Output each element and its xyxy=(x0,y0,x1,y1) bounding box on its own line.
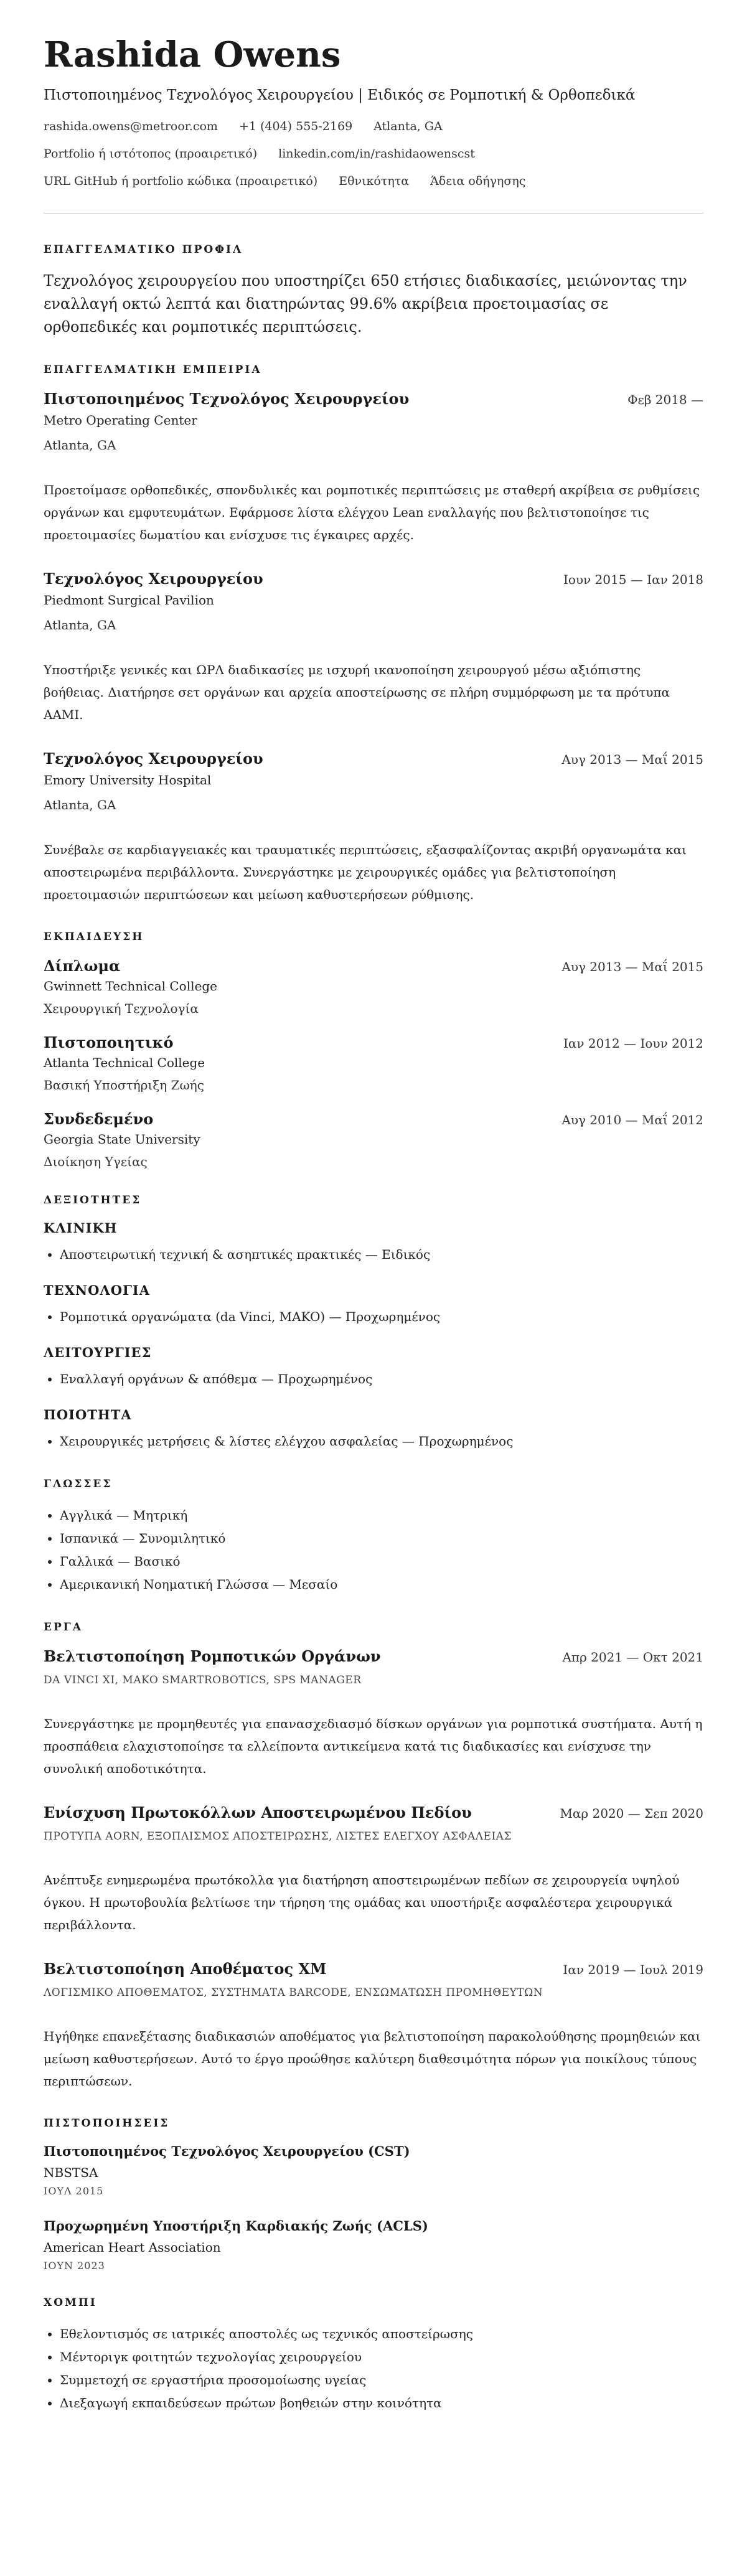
education-date: Αυγ 2013 — Μαΐ 2015 xyxy=(561,959,703,975)
project-entry xyxy=(44,1647,703,1780)
linkedin-link[interactable]: linkedin.com/in/rashidaowenscst xyxy=(278,146,475,161)
certification-entry xyxy=(44,2218,703,2272)
job-title: Πιστοποιημένος Τεχνολόγος Χειρουργείου xyxy=(44,390,410,408)
section-title: ΕΚΠΑΙΔΕΥΣΗ xyxy=(44,931,144,944)
portfolio-link[interactable]: Portfolio ή ιστότοπος (προαιρετικό) xyxy=(44,146,258,161)
hobby-item: • Εθελοντισμός σε ιατρικές αποστολές ως τεχνικός αποστείρωσης xyxy=(60,2323,703,2346)
certification-name: Πιστοποιημένος Τεχνολόγος Χειρουργείου (CST) xyxy=(44,2143,410,2160)
degree: Δίπλωμα xyxy=(44,957,121,975)
project-description: Συνεργάστηκε με προμηθευτές για επανασχεδιασμό δίσκων οργάνων για ρομποτικά συστήματα. Αυτή η προσπάθεια ελαχιστοποίησε τα ελλείποντα αντικείμενα κατά τις διαδικασίες και ενίσχυσε την συνολική αποδοτικότητα. xyxy=(44,1716,703,1777)
skill-item: • Αποστειρωτική τεχνική & ασηπτικές πρακτικές — Ειδικός xyxy=(60,1243,703,1266)
skill-list xyxy=(44,1430,703,1453)
skill-list xyxy=(44,1368,703,1391)
candidate-name: Rashida Owens xyxy=(44,34,341,75)
experience-section xyxy=(44,364,703,906)
certification-date: ΙΟΥΝ 2023 xyxy=(44,2260,105,2272)
employer: Piedmont Surgical Pavilion xyxy=(44,593,214,608)
job-location: Atlanta, GA xyxy=(44,797,116,813)
skill-category: ΤΕΧΝΟΛΟΓΙΑ xyxy=(44,1282,151,1299)
school: Gwinnett Technical College xyxy=(44,979,217,994)
job-date: Αυγ 2013 — Μαΐ 2015 xyxy=(561,752,703,768)
project-tech: DA VINCI XI, MAKO SMARTROBOTICS, SPS MANAGER xyxy=(44,1674,362,1687)
field-of-study: Βασική Υποστήριξη Ζωής xyxy=(44,1078,204,1093)
job-title: Τεχνολόγος Χειρουργείου xyxy=(44,750,263,768)
section-title: ΕΡΓΑ xyxy=(44,1621,83,1634)
job-location: Atlanta, GA xyxy=(44,438,116,453)
section-title: ΕΠΑΓΓΕΛΜΑΤΙΚΗ ΕΜΠΕΙΡΙΑ xyxy=(44,364,262,377)
job-date: Ιουν 2015 — Ιαν 2018 xyxy=(563,572,703,588)
degree: Πιστοποιητικό xyxy=(44,1033,174,1052)
projects-section xyxy=(44,1621,703,2092)
project-description: Ανέπτυξε ενημερωμένα πρωτόκολλα για διατήρηση αποστειρωμένων πεδίων σε χειρουργεία υψηλού όγκου. Η πρωτοβουλία βελτίωσε την τήρηση της ομάδας και υποστήριξε ασφαλέστερα χειρουργικά περιβάλλοντα. xyxy=(44,1873,680,1933)
language-list xyxy=(44,1504,703,1596)
job-description: Υποστήριξε γενικές και ΩΡΛ διαδικασίες με ισχυρή ικανοποίηση χειρουργού μέσω αξιόπιστης βοήθειας. Διατήρησε σετ οργάνων και αρχεία αποστείρωσης σε πλήρη συμμόρφωση με τα πρότυπα AAMI. xyxy=(44,662,670,723)
project-tech: ΛΟΓΙΣΜΙΚΟ ΑΠΟΘΕΜΑΤΟΣ, ΣΥΣΤΗΜΑΤΑ BARCODE, ΕΝΣΩΜΑΤΩΣΗ ΠΡΟΜΗΘΕΥΤΩΝ xyxy=(44,1986,543,2000)
project-entry xyxy=(44,1803,703,1936)
certification-issuer: American Heart Association xyxy=(44,2240,221,2255)
language-item: • Αγγλικά — Μητρική xyxy=(60,1504,703,1527)
skill-list xyxy=(44,1243,703,1266)
certification-issuer: NBSTSA xyxy=(44,2165,98,2181)
experience-entry xyxy=(44,750,703,906)
project-name: Βελτιστοποίηση Αποθέματος ΧΜ xyxy=(44,1960,327,1978)
project-date: Ιαν 2019 — Ιουλ 2019 xyxy=(563,1962,703,1978)
education-entry xyxy=(44,1033,703,1093)
contact-row xyxy=(44,147,703,161)
header-divider xyxy=(44,213,703,214)
skill-item: • Χειρουργικές μετρήσεις & λίστες ελέγχου ασφαλείας — Προχωρημένος xyxy=(60,1430,703,1453)
skill-category: ΚΛΙΝΙΚΗ xyxy=(44,1220,118,1236)
summary-section xyxy=(44,243,703,339)
contact-row xyxy=(44,174,703,188)
driving-license-text: Άδεια οδήγησης xyxy=(430,174,526,188)
location-text: Atlanta, GA xyxy=(374,119,443,133)
contact-row xyxy=(44,120,703,133)
skills-section xyxy=(44,1194,703,1453)
job-date: Φεβ 2018 — xyxy=(627,392,703,408)
employer: Metro Operating Center xyxy=(44,413,197,428)
section-title: ΔΕΞΙΟΤΗΤΕΣ xyxy=(44,1194,142,1207)
section-title: ΠΙΣΤΟΠΟΙΗΣΕΙΣ xyxy=(44,2117,170,2130)
school: Atlanta Technical College xyxy=(44,1055,205,1071)
hobbies-section xyxy=(44,2296,703,2415)
project-entry xyxy=(44,1960,703,2092)
job-title: Τεχνολόγος Χειρουργείου xyxy=(44,570,263,588)
hobby-list xyxy=(44,2323,703,2415)
field-of-study: Διοίκηση Υγείας xyxy=(44,1154,148,1170)
certifications-section xyxy=(44,2117,703,2272)
education-date: Αυγ 2010 — Μαΐ 2012 xyxy=(561,1112,703,1128)
education-section xyxy=(44,931,703,1169)
skill-list xyxy=(44,1305,703,1328)
job-description: Προετοίμασε ορθοπεδικές, σπονδυλικές και ρομποτικές περιπτώσεις με σταθερή ακρίβεια σε ρυθμίσεις οργάνων και εμφυτευμάτων. Εφάρμοσε λίστα ελέγχου Lean εναλλαγής που βελτιστοποίησε τις προετοιμασίες δωματίου και ενίσχυσε τις έγκαιρες αρχές. xyxy=(44,482,700,543)
hobby-item: • Συμμετοχή σε εργαστήρια προσομοίωσης υγείας xyxy=(60,2369,703,2392)
headline: Πιστοποιημένος Τεχνολόγος Χειρουργείου | Ειδικός σε Ρομποτική & Ορθοπεδικά xyxy=(44,87,636,103)
experience-entry xyxy=(44,390,703,546)
section-title: ΧΟΜΠΙ xyxy=(44,2296,97,2310)
project-name: Βελτιστοποίηση Ρομποτικών Οργάνων xyxy=(44,1647,381,1666)
employer: Emory University Hospital xyxy=(44,773,212,788)
section-title: ΓΛΩΣΣΕΣ xyxy=(44,1478,113,1491)
skill-item: • Εναλλαγή οργάνων & απόθεμα — Προχωρημένος xyxy=(60,1368,703,1391)
certification-date: ΙΟΥΛ 2015 xyxy=(44,2185,104,2198)
project-date: Μαρ 2020 — Σεπ 2020 xyxy=(560,1806,703,1822)
phone-text: +1 (404) 555-2169 xyxy=(238,119,353,133)
email-link[interactable]: rashida.owens@metroor.com xyxy=(44,119,218,133)
job-location: Atlanta, GA xyxy=(44,618,116,633)
certification-entry xyxy=(44,2143,703,2197)
language-item: • Αμερικανική Νοηματική Γλώσσα — Μεσαίο xyxy=(60,1573,703,1596)
project-description: Ηγήθηκε επανεξέτασης διαδικασιών αποθέματος για βελτιστοποίηση παρακολούθησης προμηθειών και μείωση καθυστερήσεων. Αυτό το έργο προώθησε καλύτερη διαθεσιμότητα πόρων για ποικίλους τύπους περιπτώσεων. xyxy=(44,2029,701,2089)
nationality-text: Εθνικότητα xyxy=(339,174,410,188)
education-entry xyxy=(44,1110,703,1169)
language-item: • Γαλλικά — Βασικό xyxy=(60,1550,703,1573)
section-title: ΕΠΑΓΓΕΛΜΑΤΙΚΟ ΠΡΟΦΙΛ xyxy=(44,243,243,256)
project-date: Απρ 2021 — Οκτ 2021 xyxy=(562,1650,703,1665)
education-date: Ιαν 2012 — Ιουν 2012 xyxy=(563,1036,703,1051)
languages-section xyxy=(44,1478,703,1596)
skill-item: • Ρομποτικά οργανώματα (da Vinci, MAKO) — Προχωρημένος xyxy=(60,1305,703,1328)
hobby-item: • Μέντοριγκ φοιτητών τεχνολογίας χειρουργείου xyxy=(60,2346,703,2369)
skill-category: ΛΕΙΤΟΥΡΓΙΕΣ xyxy=(44,1345,152,1361)
field-of-study: Χειρουργική Τεχνολογία xyxy=(44,1001,199,1017)
job-description: Συνέβαλε σε καρδιαγγειακές και τραυματικές περιπτώσεις, εξασφαλίζοντας ακριβή οργανωμάτα και αποστειρωμένα περιβάλλοντα. Συνεργάστηκε με χειρουργικές ομάδες για βελτιστοποίηση προετοιμασιών περιπτώσεων και μείωση καθυστερήσεων ρύθμισης. xyxy=(44,842,687,903)
hobby-item: • Διεξαγωγή εκπαιδεύσεων πρώτων βοηθειών στην κοινότητα xyxy=(60,2392,703,2415)
project-tech: ΠΡΟΤΥΠΑ AORN, ΕΞΟΠΛΙΣΜΟΣ ΑΠΟΣΤΕΙΡΩΣΗΣ, ΛΙΣΤΕΣ ΕΛΕΓΧΟΥ ΑΣΦΑΛΕΙΑΣ xyxy=(44,1830,512,1843)
degree: Συνδεδεμένο xyxy=(44,1110,154,1129)
skill-category: ΠΟΙΟΤΗΤΑ xyxy=(44,1407,132,1423)
project-name: Ενίσχυση Πρωτοκόλλων Αποστειρωμένου Πεδίου xyxy=(44,1803,472,1822)
experience-entry xyxy=(44,570,703,726)
github-link[interactable]: URL GitHub ή portfolio κώδικα (προαιρετικό) xyxy=(44,174,318,188)
resume-header xyxy=(44,36,703,188)
education-entry xyxy=(44,957,703,1016)
certification-name: Προχωρημένη Υποστήριξη Καρδιακής Ζωής (ACLS) xyxy=(44,2218,428,2234)
language-item: • Ισπανικά — Συνομιλητικό xyxy=(60,1527,703,1550)
summary-text: Τεχνολόγος χειρουργείου που υποστηρίζει 650 ετήσιες διαδικασίες, μειώνοντας την εναλλαγή οκτώ λεπτά και διατηρώντας 99.6% ακρίβεια προετοιμασίας σε ορθοπεδικές και ρομποτικές περιπτώσεις. xyxy=(44,271,687,336)
school: Georgia State University xyxy=(44,1132,200,1147)
